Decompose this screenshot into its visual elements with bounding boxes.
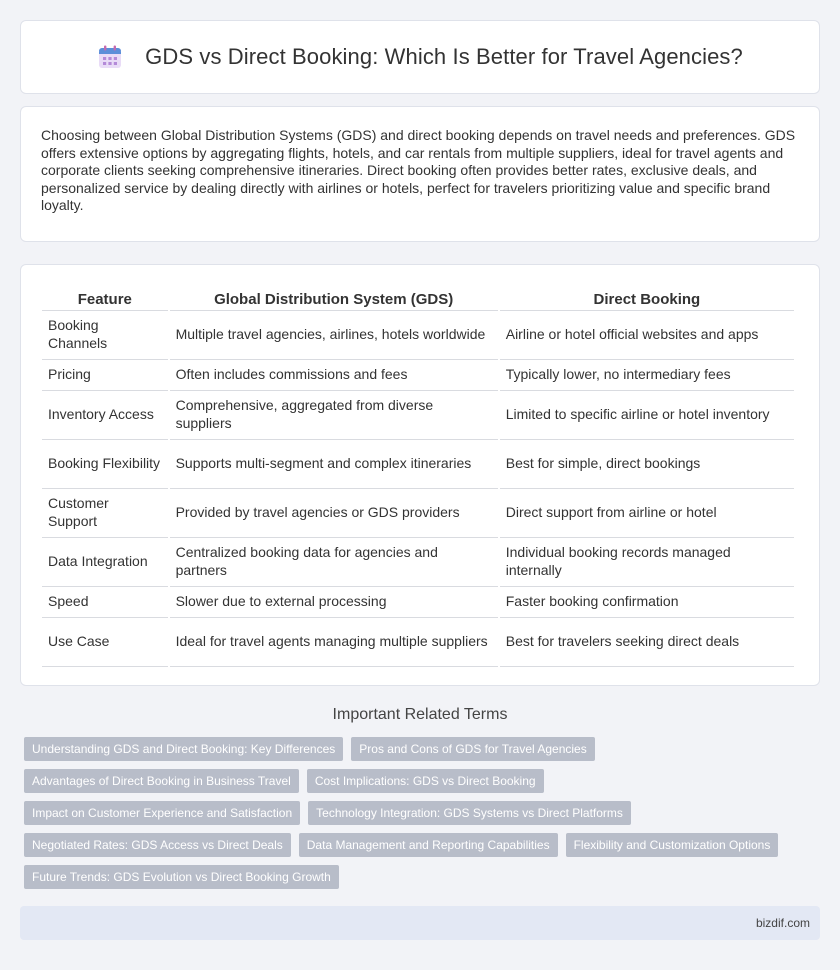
gds-cell: Ideal for travel agents managing multiple suppliers xyxy=(170,618,498,667)
header-feature: Feature xyxy=(42,287,168,311)
feature-cell: Pricing xyxy=(42,360,168,391)
related-terms-section xyxy=(20,706,820,889)
feature-cell: Booking Flexibility xyxy=(42,440,168,489)
page-title: GDS vs Direct Booking: Which Is Better for Travel Agencies? xyxy=(145,44,743,69)
related-terms-list xyxy=(20,737,820,889)
table-row xyxy=(42,391,794,440)
gds-cell: Provided by travel agencies or GDS providers xyxy=(170,489,498,538)
calendar-icon xyxy=(97,44,123,70)
gds-cell: Centralized booking data for agencies and partners xyxy=(170,538,498,587)
footer-site-link[interactable]: bizdif.com xyxy=(755,916,810,930)
gds-cell: Comprehensive, aggregated from diverse suppliers xyxy=(170,391,498,440)
related-term-tag[interactable]: Pros and Cons of GDS for Travel Agencies xyxy=(351,737,594,761)
feature-cell: Data Integration xyxy=(42,538,168,587)
related-terms-title: Important Related Terms xyxy=(332,706,508,723)
related-term-tag[interactable]: Data Management and Reporting Capabilities xyxy=(299,833,558,857)
gds-cell: Slower due to external processing xyxy=(170,587,498,618)
intro-paragraph: Choosing between Global Distribution Systems (GDS) and direct booking depends on travel needs and preferences. GDS offers extensive options by aggregating flights, hotels, and car rentals from multiple suppliers, ideal for travel agents and corporate clients seeking comprehensive itineraries. Direct booking often provides better rates, exclusive deals, and personalized service by dealing directly with airlines or hotels, perfect for travelers prioritizing value and specific brand loyalty. xyxy=(41,127,796,214)
intro-card xyxy=(20,106,820,242)
direct-cell: Individual booking records managed internally xyxy=(500,538,794,587)
direct-cell: Airline or hotel official websites and apps xyxy=(500,311,794,360)
related-term-tag[interactable]: Flexibility and Customization Options xyxy=(566,833,779,857)
table-row xyxy=(42,440,794,489)
header-card xyxy=(20,20,820,94)
direct-cell: Direct support from airline or hotel xyxy=(500,489,794,538)
related-term-tag[interactable]: Advantages of Direct Booking in Business Travel xyxy=(24,769,299,793)
feature-cell: Customer Support xyxy=(42,489,168,538)
table-row xyxy=(42,489,794,538)
direct-cell: Typically lower, no intermediary fees xyxy=(500,360,794,391)
gds-cell: Often includes commissions and fees xyxy=(170,360,498,391)
gds-cell: Supports multi-segment and complex itineraries xyxy=(170,440,498,489)
direct-cell: Best for simple, direct bookings xyxy=(500,440,794,489)
header-gds: Global Distribution System (GDS) xyxy=(170,287,498,311)
table-row xyxy=(42,360,794,391)
comparison-table-card xyxy=(20,264,820,686)
title-wrap xyxy=(97,44,743,70)
feature-cell: Inventory Access xyxy=(42,391,168,440)
table-row xyxy=(42,311,794,360)
feature-cell: Booking Channels xyxy=(42,311,168,360)
table-header-row xyxy=(42,287,794,311)
table-row xyxy=(42,618,794,667)
related-term-tag[interactable]: Negotiated Rates: GDS Access vs Direct Deals xyxy=(24,833,291,857)
table-row xyxy=(42,538,794,587)
feature-cell: Speed xyxy=(42,587,168,618)
gds-cell: Multiple travel agencies, airlines, hotels worldwide xyxy=(170,311,498,360)
related-term-tag[interactable]: Future Trends: GDS Evolution vs Direct Booking Growth xyxy=(24,865,339,889)
direct-cell: Faster booking confirmation xyxy=(500,587,794,618)
header-direct-booking: Direct Booking xyxy=(500,287,794,311)
table-row xyxy=(42,587,794,618)
comparison-table xyxy=(40,287,796,667)
related-term-tag[interactable]: Impact on Customer Experience and Satisfaction xyxy=(24,801,300,825)
direct-cell: Limited to specific airline or hotel inventory xyxy=(500,391,794,440)
related-term-tag[interactable]: Understanding GDS and Direct Booking: Key Differences xyxy=(24,737,343,761)
feature-cell: Use Case xyxy=(42,618,168,667)
related-term-tag[interactable]: Technology Integration: GDS Systems vs Direct Platforms xyxy=(308,801,631,825)
direct-cell: Best for travelers seeking direct deals xyxy=(500,618,794,667)
related-term-tag[interactable]: Cost Implications: GDS vs Direct Booking xyxy=(307,769,544,793)
footer xyxy=(20,906,820,940)
